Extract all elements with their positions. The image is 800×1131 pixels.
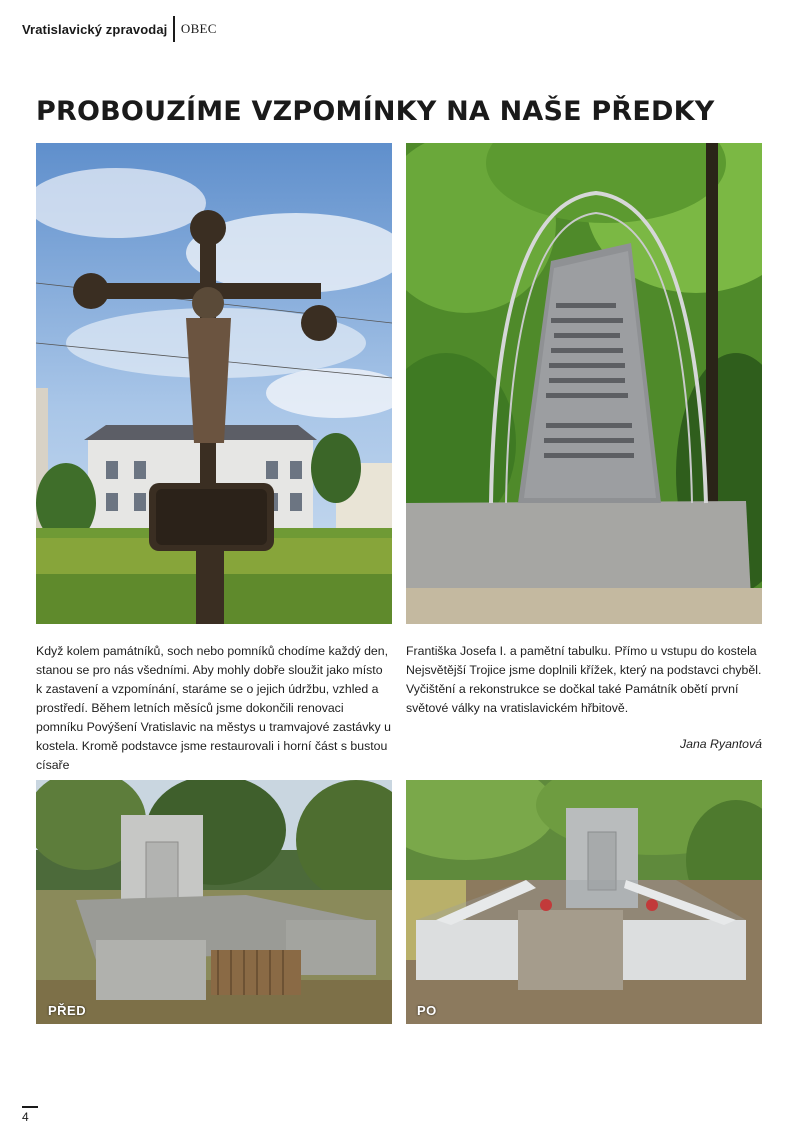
article-author: Jana Ryantová [679,737,762,751]
before-label: PŘED [48,1003,87,1018]
section-name: OBEC [180,21,217,36]
memorial-photo [406,143,762,624]
article-title: PROBOUZÍME VZPOMÍNKY NA NAŠE PŘEDKY [36,96,715,127]
page-number-rule [22,1106,38,1108]
magazine-name: Vratislavický zpravodaj [22,21,168,37]
header-divider [173,16,175,42]
cross-photo [36,143,392,624]
page-header [22,18,217,40]
page-number: 4 [22,1110,29,1124]
grave-after-photo [406,780,762,1024]
article-column-2: Františka Josefa I. a pamětní tabulku. Přímo u vstupu do kostela Nejsvětější Trojice jsme doplnili křížek, který na podstavci chyběl. Vyčištění a rekonstrukce se dočkal také Památník obětí první světové války na vratislavickém hřbitově. [406,644,762,715]
grave-before-photo [36,780,392,1024]
after-label: PO [417,1003,437,1018]
article-column-1: Když kolem památníků, soch nebo pomníků chodíme každý den, stanou se pro nás všedními. Aby mohly dobře sloužit jako místo k zastavení a vzpomínání, staráme se o jejich údržbu, vzhled a prostředí. Během letních měsíců jsme dokončili renovaci pomníku Povýšení Vratislavic na městys u tramvajové zastávky u kostela. Kromě podstavce jsme restaurovali i horní část s bustou císaře [36,644,391,772]
